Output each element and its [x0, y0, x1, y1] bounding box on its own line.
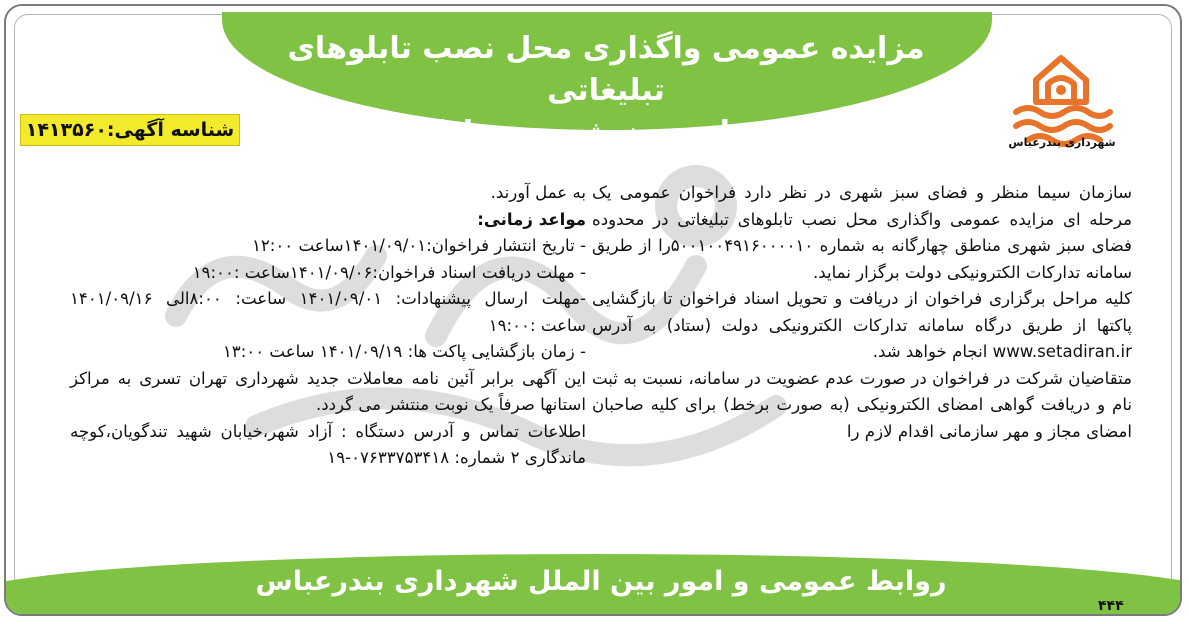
page-number: ۴۴۴ [1098, 598, 1124, 614]
schedule-heading: مواعد زمانی: [477, 209, 586, 229]
logo-caption: شهرداری بندرعباس [1008, 136, 1116, 149]
intro-paragraph: سازمان سیما منظر و فضای سبز شهری در نظر دارد فراخوان عمومی یک مرحله ای مزایده عمومی واگذاری محل نصب تابلوهای تبلیغاتی در محدوده فضای سبز شهری مناطق چهارگانه به شماره ۵۰۰۱۰۰۴۹۱۶۰۰۰۰۱۰را از طریق سامانه تدارکات الکترونیکی دولت برگزار نماید. [592, 183, 1132, 282]
body-left-column [70, 180, 586, 472]
applicants-paragraph: متقاضیان شرکت در فراخوان در صورت عدم عضویت در سامانه، نسبت به ثبت نام و دریافت گواهی امضای الکترونیکی (به صورت برخط) برای کلیه صاحبان امضای مجاز و مهر سازمانی اقدام لازم را [592, 368, 1132, 441]
ad-id-badge: شناسه آگهی:۱۴۱۳۵۶۰ [20, 114, 240, 146]
rules-paragraph: این آگهی برابر آئین نامه معاملات جدید شهرداری تهران تسری به مراکز استانها صرفاً یک نوبت منتشر می گردد. [70, 368, 586, 414]
schedule-line-publish: - تاریخ انتشار فراخوان:۱۴۰۱/۰۹/۰۱ساعت ۱۲:۰۰ [251, 236, 586, 255]
schedule-line-proposals: -مهلت ارسال پیشنهادات: ۱۴۰۱/۰۹/۰۱ ساعت: ۸:۰۰الی ۱۴۰۱/۰۹/۱۶ ساعت :۱۹:۰۰ [70, 289, 587, 335]
process-paragraph: کلیه مراحل برگزاری فراخوان از دریافت و تحویل اسناد فراخوان تا بازگشایی پاکتها از طریق درگاه سامانه تدارکات الکترونیکی دولت (ستاد) به آدرس www.setadiran.ir انجام خواهد شد. [592, 289, 1132, 361]
ad-title [236, 28, 976, 154]
schedule-line-documents: - مهلت دریافت اسناد فراخوان:۱۴۰۱/۰۹/۰۶ساعت :۱۹:۰۰ [192, 262, 586, 282]
ad-title-line2: در محدوده فضای سبز شهری مناطق چهارگانه [269, 115, 943, 150]
continuation-text: به عمل آورند. [490, 183, 586, 202]
schedule-line-opening: - زمان بازگشایی پاکت ها: ۱۴۰۱/۰۹/۱۹ ساعت ۱۳:۰۰ [222, 342, 586, 361]
footer-text: روابط عمومی و امور بین الملل شهرداری بندرعباس [255, 566, 947, 597]
body-right-column [592, 180, 1132, 445]
ad-title-line1: مزایده عمومی واگذاری محل نصب تابلوهای تبلیغاتی [287, 31, 925, 108]
contact-paragraph: اطلاعات تماس و آدرس دستگاه : آزاد شهر،خیابان شهید تندگویان،کوچه ماندگاری ۲ شماره: ۰۷۶۳۳۷۵۳۴۱۸-۱۹ [70, 421, 586, 467]
ad-frame [4, 4, 1182, 616]
